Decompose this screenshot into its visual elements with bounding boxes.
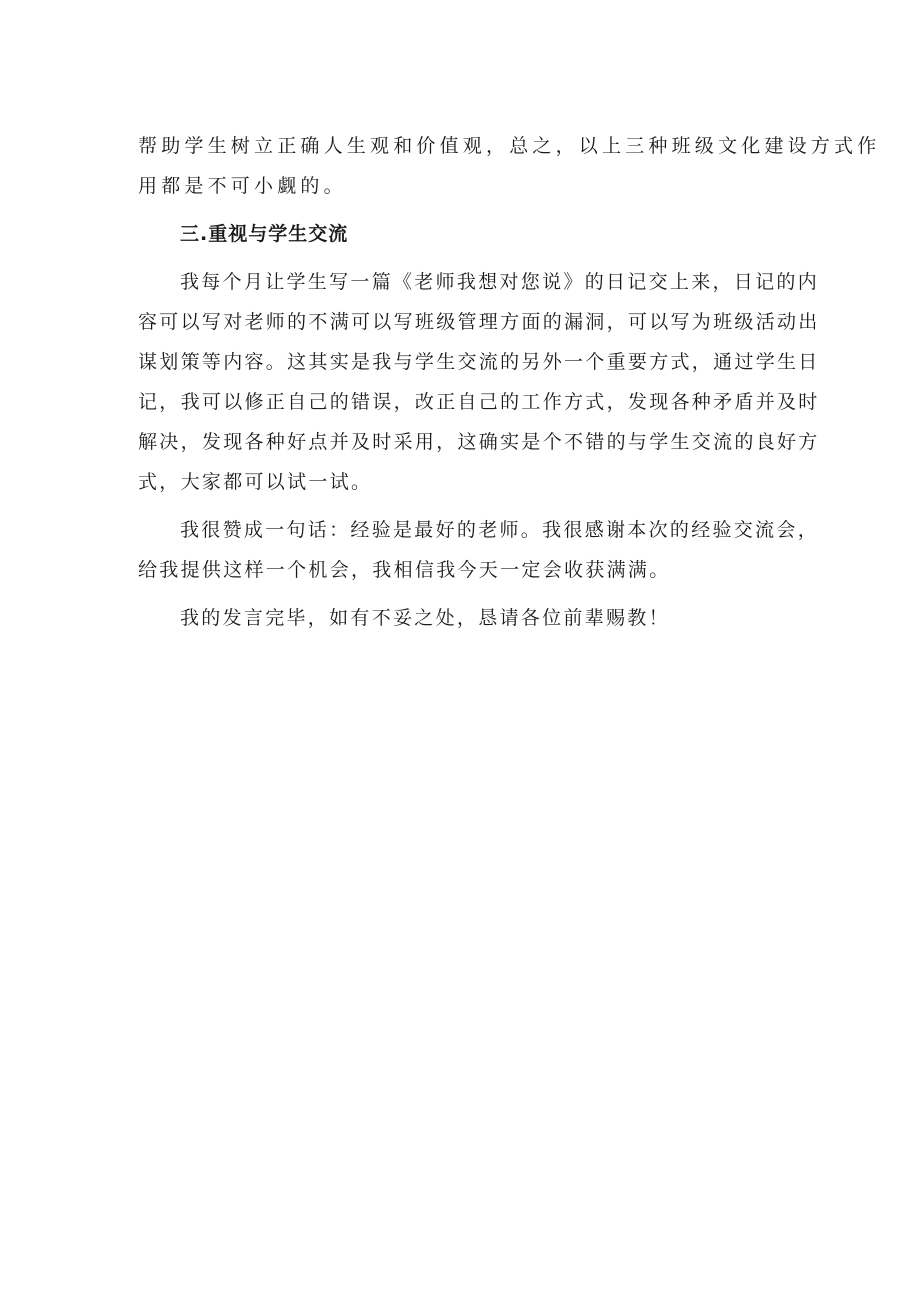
text-line: 谋划策等内容。这其实是我与学生交流的另外一个重要方式，通过学生日 bbox=[138, 351, 820, 373]
text-line: 我很赞成一句话：经验是最好的老师。我很感谢本次的经验交流会， bbox=[180, 519, 820, 541]
text-line: 给我提供这样一个机会，我相信我今天一定会收获满满。 bbox=[138, 559, 671, 581]
text-line: 我每个月让学生写一篇《老师我想对您说》的日记交上来，日记的内 bbox=[180, 271, 820, 293]
spacer bbox=[138, 206, 798, 214]
paragraph-diary bbox=[138, 262, 820, 502]
text-line: 帮助学生树立正确人生观和价值观，总之，以上三种班级文化建设方式作 bbox=[138, 135, 881, 157]
spacer bbox=[138, 254, 798, 262]
paragraph-continuation bbox=[138, 126, 881, 206]
text-line: 记，我可以修正自己的错误，改正自己的工作方式，发现各种矛盾并及时 bbox=[138, 391, 820, 413]
text-line: 容可以写对老师的不满可以写班级管理方面的漏洞，可以写为班级活动出 bbox=[138, 311, 820, 333]
text-line: 式，大家都可以试一试。 bbox=[138, 471, 373, 493]
spacer bbox=[138, 502, 798, 510]
text-line: 我的发言完毕，如有不妥之处，恳请各位前辈赐教！ bbox=[180, 607, 670, 629]
text-line: 解决，发现各种好点并及时采用，这确实是个不错的与学生交流的良好方 bbox=[138, 431, 820, 453]
text-line: 用都是不可小觑的。 bbox=[138, 175, 347, 197]
document-page bbox=[138, 126, 881, 638]
spacer bbox=[138, 590, 798, 598]
paragraph-thanks bbox=[138, 510, 820, 590]
paragraph-closing bbox=[138, 598, 798, 638]
section-heading: 三.重视与学生交流 bbox=[180, 223, 349, 245]
